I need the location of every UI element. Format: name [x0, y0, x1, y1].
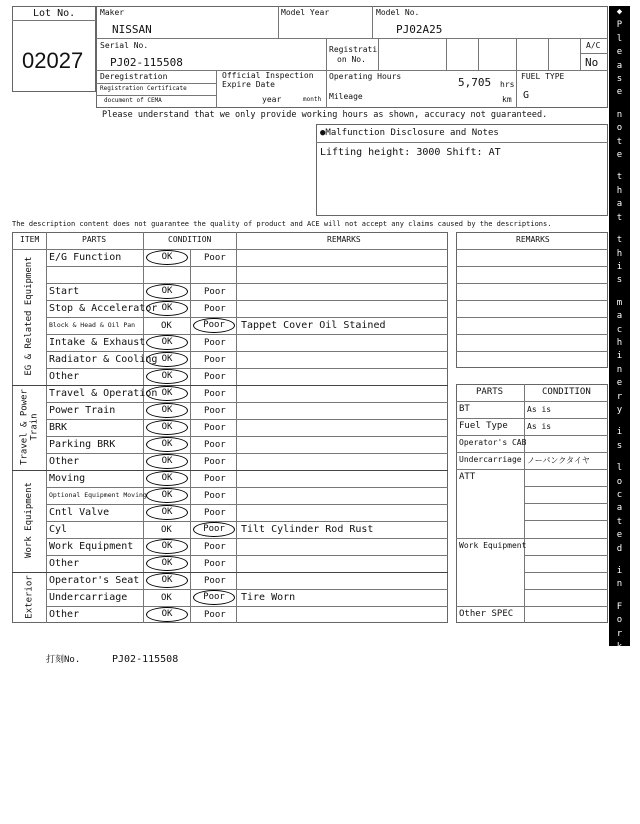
- row-divider: [46, 351, 448, 352]
- column-divider: [46, 232, 47, 623]
- poor-selected-mark: Poor: [193, 522, 235, 537]
- row-part-label: Cyl: [49, 524, 68, 535]
- poor-option: Poor: [204, 440, 226, 450]
- banner-char: F: [616, 601, 623, 612]
- fuel-type-label: FUEL TYPE: [521, 72, 565, 81]
- banner-char: i: [616, 771, 623, 782]
- registration-label-2: on No.: [337, 55, 366, 64]
- row-divider: [46, 538, 448, 539]
- banner-char: i: [616, 566, 623, 577]
- banner-char: d: [616, 543, 623, 554]
- spec-condition-value: As is: [527, 422, 552, 431]
- parts-header: PARTS: [82, 235, 107, 244]
- hours-notice: Please understand that we only provide working hours as shown, accuracy not guaranteed.: [102, 110, 548, 120]
- row-part-label: Stop & Accelerator: [49, 303, 158, 314]
- row-remark: Tilt Cylinder Rod Rust: [241, 524, 374, 535]
- ok-selected-mark: OK: [146, 539, 188, 554]
- banner-char: r: [616, 391, 623, 402]
- banner-char: o: [616, 615, 623, 626]
- poor-option: Poor: [204, 474, 226, 484]
- banner-char: a: [616, 199, 623, 210]
- ok-selected-mark: OK: [146, 284, 188, 299]
- condition-header: CONDITION: [168, 235, 212, 244]
- inspection-label: Official Inspection: [222, 71, 314, 80]
- spec-sub-divider: [524, 589, 608, 590]
- banner-char: c: [616, 324, 623, 335]
- banner-char: r: [616, 744, 623, 755]
- row-divider: [46, 317, 448, 318]
- ac-label: A/C: [586, 41, 601, 50]
- location-notice-banner: [609, 6, 630, 822]
- ok-selected-mark: OK: [146, 335, 188, 350]
- spec-part-label: Operator's CAB: [459, 438, 527, 447]
- row-part-label: Undercarriage: [49, 592, 128, 603]
- banner-char: [609, 592, 630, 601]
- reg-cert-label: Registration Certificate: [100, 85, 187, 92]
- spec-row-divider: [456, 452, 608, 453]
- banner-char: e: [616, 150, 623, 161]
- row-part-label: Other: [49, 456, 80, 467]
- row-divider: [46, 555, 448, 556]
- malfunction-title: ●Malfunction Disclosure and Notes: [320, 128, 499, 138]
- banner-char: [609, 100, 630, 109]
- poor-option: Poor: [204, 304, 226, 314]
- banner-char: ◆: [616, 7, 623, 17]
- spec-condition-value: ノーパンクタイヤ: [527, 456, 590, 465]
- row-divider: [456, 334, 608, 335]
- spec-parts-header: PARTS: [476, 387, 504, 397]
- ok-selected-mark: OK: [146, 471, 188, 486]
- spec-row-divider: [456, 418, 608, 419]
- banner-char: i: [616, 351, 623, 362]
- row-part-label: Power Train: [49, 405, 116, 416]
- poor-option: Poor: [204, 576, 226, 586]
- ok-selected-mark: OK: [146, 301, 188, 316]
- mileage-label: Mileage: [329, 92, 363, 101]
- spec-row-divider: [456, 606, 608, 607]
- banner-char: k: [616, 642, 623, 653]
- banner-char: l: [616, 463, 623, 474]
- inspection-label-2: Expire Date: [222, 80, 275, 89]
- banner-char: t: [616, 212, 623, 223]
- ok-option: OK: [161, 525, 172, 535]
- banner-char: o: [616, 123, 623, 134]
- banner-char: c: [616, 490, 623, 500]
- row-part-label: BRK: [49, 422, 68, 433]
- row-divider: [46, 606, 448, 607]
- remarks-header-divider: [456, 249, 608, 250]
- row-divider: [456, 300, 608, 301]
- banner-char: s: [616, 74, 623, 85]
- ok-selected-mark: OK: [146, 403, 188, 418]
- banner-char: m: [616, 297, 623, 308]
- ok-selected-mark: OK: [146, 454, 188, 469]
- hrs-unit: hrs: [500, 80, 515, 89]
- poor-option: Poor: [204, 389, 226, 399]
- poor-option: Poor: [204, 610, 226, 620]
- banner-char: P: [616, 718, 623, 729]
- registration-label: Registrati: [329, 45, 378, 54]
- ok-selected-mark: OK: [146, 607, 188, 622]
- banner-char: y: [616, 404, 623, 415]
- banner-char: [609, 162, 630, 171]
- ok-selected-mark: OK: [146, 420, 188, 435]
- poor-option: Poor: [204, 559, 226, 569]
- maker-label: Maker: [100, 8, 125, 17]
- ok-selected-mark: OK: [146, 437, 188, 452]
- malfunction-body: Lifting height: 3000 Shift: AT: [320, 147, 501, 158]
- spec-row-divider: [456, 538, 608, 539]
- stamp-label: 打刻No.: [46, 655, 81, 665]
- banner-char: a: [616, 503, 623, 514]
- row-divider: [46, 283, 448, 284]
- ok-selected-mark: OK: [146, 556, 188, 571]
- ok-selected-mark: OK: [146, 505, 188, 520]
- poor-selected-mark: Poor: [193, 318, 235, 333]
- banner-char: h: [616, 337, 623, 348]
- banner-char: [609, 417, 630, 426]
- group-divider: [12, 385, 448, 386]
- banner-char: a: [616, 311, 623, 322]
- ok-selected-mark: OK: [146, 352, 188, 367]
- row-divider: [46, 453, 448, 454]
- poor-option: Poor: [204, 508, 226, 518]
- row-part-label: Other: [49, 609, 80, 620]
- row-part-label: Block & Head & Oil Pan: [49, 321, 136, 329]
- ok-selected-mark: OK: [146, 386, 188, 401]
- ok-option: OK: [161, 321, 172, 331]
- group-label: Travel & Power Train: [19, 388, 39, 465]
- serial-value: PJ02-115508: [110, 56, 183, 69]
- spec-part-label: BT: [459, 404, 470, 414]
- spec-sub-divider: [524, 572, 608, 573]
- banner-char: h: [616, 248, 623, 259]
- row-part-label: Work Equipment: [49, 541, 134, 552]
- column-divider: [236, 232, 237, 623]
- banner-char: s: [616, 440, 623, 451]
- spec-condition-value: As is: [527, 405, 552, 414]
- column-divider: [143, 232, 144, 623]
- spec-sub-divider: [524, 555, 608, 556]
- banner-char: i: [616, 427, 623, 438]
- spec-part-label: Other SPEC: [459, 609, 514, 619]
- ok-selected-mark: OK: [146, 488, 188, 503]
- banner-char: l: [616, 655, 623, 666]
- header-divider: [12, 249, 448, 250]
- banner-char: e: [616, 530, 623, 541]
- row-divider: [46, 521, 448, 522]
- row-divider: [46, 589, 448, 590]
- row-part-label: Other: [49, 371, 80, 382]
- banner-char: i: [616, 668, 623, 679]
- operating-hours-value: 5,705: [458, 76, 492, 89]
- poor-option: Poor: [204, 253, 226, 263]
- spec-header-divider: [456, 401, 608, 402]
- model-year-label: Model Year: [281, 8, 330, 17]
- group-label: EG & Related Equipment: [24, 256, 34, 376]
- spec-sub-divider: [524, 503, 608, 504]
- spec-part-label: Undercarriage: [459, 455, 522, 464]
- banner-char: e: [616, 378, 623, 389]
- row-divider: [46, 402, 448, 403]
- poor-option: Poor: [204, 287, 226, 297]
- row-divider: [456, 283, 608, 284]
- disclaimer: The description content does not guarantee the quality of product and ACE will not accept any claims caused by the descriptions.: [12, 220, 552, 228]
- banner-char: t: [616, 136, 623, 147]
- lot-label: Lot No.: [33, 8, 76, 19]
- banner-char: l: [616, 33, 623, 44]
- banner-char: i: [616, 261, 623, 272]
- spec-part-label: Fuel Type: [459, 421, 508, 431]
- cema-label: document of CEMA: [104, 97, 162, 104]
- spec-part-label: ATT: [459, 472, 476, 482]
- operating-hours-label: Operating Hours: [329, 72, 402, 81]
- group-divider: [12, 572, 448, 573]
- group-label: Work Equipment: [24, 482, 34, 558]
- row-part-label: Moving: [49, 473, 86, 484]
- model-no-value: PJ02A25: [396, 23, 443, 36]
- row-part-label: Operator's Seat: [49, 575, 140, 586]
- spec-sub-divider: [524, 520, 608, 521]
- row-part-label: Radiator & Cooling: [49, 354, 158, 365]
- banner-char: g: [616, 798, 623, 809]
- banner-char: s: [616, 275, 623, 286]
- banner-char: t: [616, 172, 623, 183]
- row-remark: Tappet Cover Oil Stained: [241, 320, 386, 331]
- banner-char: f: [616, 682, 623, 693]
- spec-row-divider: [456, 469, 608, 470]
- ok-selected-mark: OK: [146, 369, 188, 384]
- banner-char: [609, 225, 630, 234]
- row-part-label: Other: [49, 558, 80, 569]
- banner-char: [609, 556, 630, 565]
- km-unit: km: [502, 95, 512, 104]
- poor-option: Poor: [204, 406, 226, 416]
- model-no-label: Model No.: [376, 8, 420, 17]
- stamp-value: PJ02-115508: [112, 654, 179, 665]
- month-label: month: [303, 96, 322, 103]
- row-divider: [456, 351, 608, 352]
- ok-selected-mark: OK: [146, 250, 188, 265]
- row-divider: [456, 266, 608, 267]
- row-remark: Tire Worn: [241, 592, 296, 603]
- banner-char: [609, 288, 630, 297]
- row-divider: [46, 487, 448, 488]
- lot-number: 02027: [22, 48, 84, 73]
- poor-option: Poor: [204, 457, 226, 467]
- ok-selected-mark: OK: [146, 573, 188, 588]
- banner-char: h: [616, 185, 623, 196]
- ok-option: OK: [161, 593, 172, 603]
- poor-option: Poor: [204, 542, 226, 552]
- poor-option: Poor: [204, 372, 226, 382]
- banner-char: r: [616, 628, 623, 639]
- maker-value: NISSAN: [112, 23, 152, 36]
- fuel-type-value: G: [523, 90, 530, 101]
- poor-selected-mark: Poor: [193, 590, 235, 605]
- row-divider: [46, 436, 448, 437]
- banner-char: n: [616, 785, 623, 796]
- spec-condition-header: CONDITION: [542, 387, 591, 397]
- row-divider: [46, 266, 448, 267]
- banner-char: k: [616, 758, 623, 769]
- poor-option: Poor: [204, 491, 226, 501]
- banner-char: t: [616, 235, 623, 246]
- spec-part-label: Work Equipment: [459, 541, 527, 550]
- group-divider: [12, 470, 448, 471]
- row-divider: [46, 300, 448, 301]
- banner-char: ◆: [616, 811, 623, 822]
- year-label: year: [262, 95, 282, 104]
- banner-char: n: [616, 579, 623, 590]
- banner-char: P: [616, 20, 623, 31]
- spec-row-divider: [456, 435, 608, 436]
- banner-char: t: [616, 695, 623, 706]
- row-divider: [46, 419, 448, 420]
- banner-char: n: [616, 109, 623, 120]
- row-part-label: E/G Function: [49, 252, 122, 263]
- spec-sub-divider: [524, 486, 608, 487]
- banner-char: a: [616, 60, 623, 71]
- poor-option: Poor: [204, 423, 226, 433]
- row-part-label: Cntl Valve: [49, 507, 110, 518]
- ac-value: No: [585, 56, 599, 69]
- banner-char: n: [616, 364, 623, 375]
- banner-char: [609, 453, 630, 462]
- banner-char: [609, 708, 630, 717]
- serial-label: Serial No.: [100, 41, 149, 50]
- deregistration-label: Deregistration: [100, 72, 168, 81]
- group-label: Exterior: [24, 574, 34, 619]
- right-remarks-header: REMARKS: [516, 235, 550, 244]
- banner-char: e: [616, 87, 623, 98]
- banner-char: t: [616, 516, 623, 527]
- row-divider: [46, 368, 448, 369]
- row-part-label: Travel & Operation: [49, 388, 158, 399]
- poor-option: Poor: [204, 355, 226, 365]
- banner-char: a: [616, 731, 623, 742]
- row-divider: [46, 504, 448, 505]
- poor-option: Poor: [204, 338, 226, 348]
- row-divider: [456, 317, 608, 318]
- row-part-label: Optional Equipment Moving: [49, 491, 147, 499]
- banner-char: o: [616, 476, 623, 487]
- item-header: ITEM: [20, 235, 40, 244]
- row-divider: [46, 334, 448, 335]
- banner-char: e: [616, 47, 623, 58]
- row-part-label: Start: [49, 286, 80, 297]
- row-part-label: Parking BRK: [49, 439, 116, 450]
- remarks-header: REMARKS: [327, 235, 361, 244]
- row-part-label: Intake & Exhaust: [49, 337, 146, 348]
